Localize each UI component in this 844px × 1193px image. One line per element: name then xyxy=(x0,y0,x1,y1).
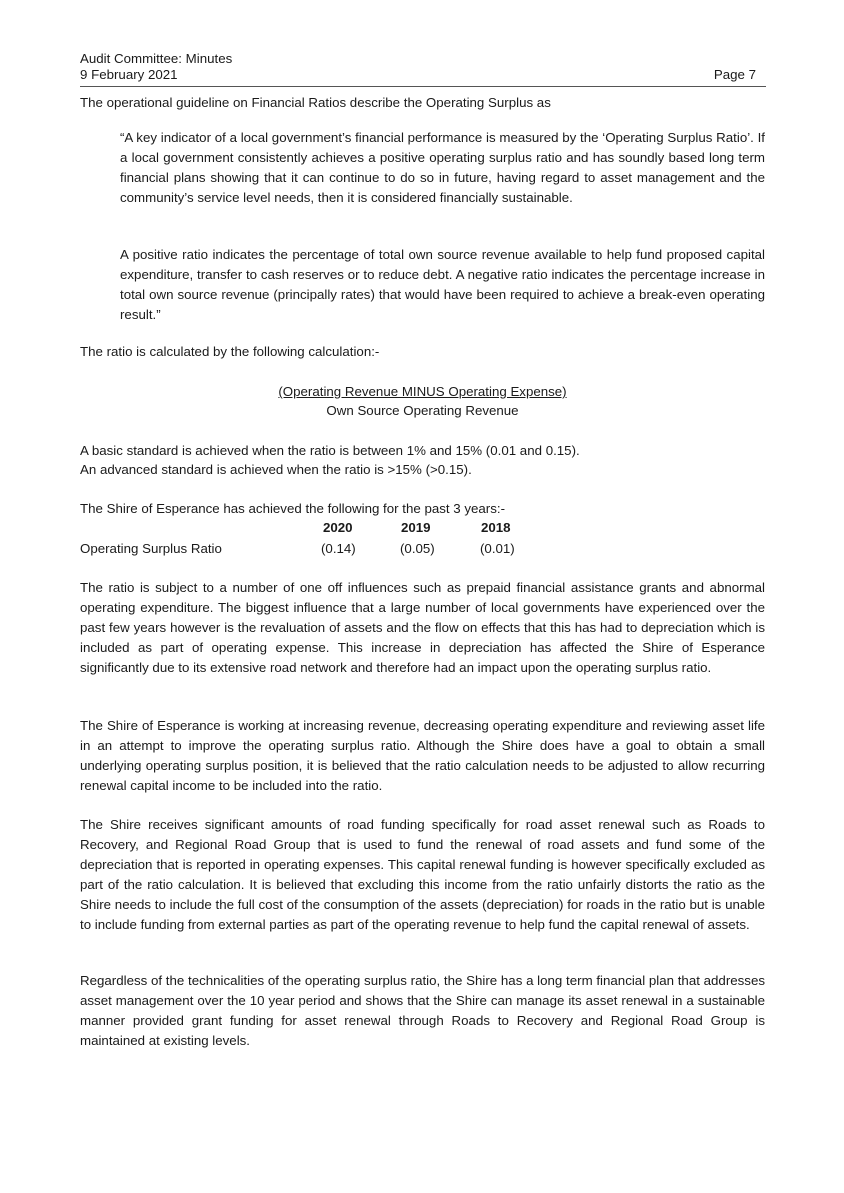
body-paragraph-1: The ratio is subject to a number of one off influences such as prepaid financial assistance grants and abnormal operating expenditure. The biggest influence that a large number of local governments have experienced over the past few years however is the revaluation of assets and the flow on effects that this has had to depreciation which is included as part of operating expense. This increase in depreciation has affected the Shire of Esperance significantly due to its extensive road network and therefore had an impact upon the operating surplus ratio. xyxy=(80,580,765,675)
quote-paragraph-1: “A key indicator of a local government’s financial performance is measured by the ‘Operating Surplus Ratio’. If a local government consistently achieves a positive operating surplus ratio and has soundly based long term financial plans showing that it can continue to do so in future, having regard to asset management and the community’s service level needs, then it is considered financially sustainable. xyxy=(120,130,765,205)
body-paragraph-2: The Shire of Esperance is working at increasing revenue, decreasing operating expenditure and reviewing asset life in an attempt to improve the operating surplus ratio. Although the Shire does have a goal to obtain a small underlying operating surplus position, it is believed that the ratio calculation needs to be adjusted to allow recurring renewal capital income to be included into the ratio. xyxy=(80,718,765,793)
page-number: Page 7 xyxy=(713,67,756,82)
formula-numerator-text: (Operating Revenue MINUS Operating Expense) xyxy=(278,384,567,399)
year-header-2020: 2020 xyxy=(323,520,353,535)
value-2019: (0.05) xyxy=(400,541,435,556)
document-title: Audit Committee: Minutes xyxy=(80,51,233,66)
formula-numerator xyxy=(80,382,765,402)
achieved-intro: The Shire of Esperance has achieved the following for the past 3 years:- xyxy=(80,501,506,516)
year-header-2018: 2018 xyxy=(481,520,511,535)
intro-paragraph: The operational guideline on Financial Ratios describe the Operating Surplus as xyxy=(80,95,551,110)
formula-denominator: Own Source Operating Revenue xyxy=(326,403,519,418)
row-label: Operating Surplus Ratio xyxy=(80,541,222,556)
header-divider xyxy=(80,86,766,87)
calculation-intro: The ratio is calculated by the following calculation:- xyxy=(80,344,380,359)
quote-paragraph-2: A positive ratio indicates the percentage of total own source revenue available to help fund proposed capital expenditure, transfer to cash reserves or to reduce debt. A negative ratio indicates the percentage increase in total own source revenue (principally rates) that would have been required to achieve a break-even operating result.” xyxy=(120,247,765,322)
body-paragraph-3: The Shire receives significant amounts of road funding specifically for road asset renewal such as Roads to Recovery, and Regional Road Group that is used to fund the renewal of road assets and fund some of the depreciation that is reported in operating expenses. This capital renewal funding is however specifically excluded as part of the ratio calculation. It is believed that excluding this income from the ratio unfairly distorts the ratio as the Shire needs to include the full cost of the consumption of the assets (depreciation) for roads in the ratio but is unable to include funding from external parties as part of the operating revenue to help fund the capital renewal of assets. xyxy=(80,817,765,932)
body-paragraph-4: Regardless of the technicalities of the operating surplus ratio, the Shire has a long term financial plan that addresses asset management over the 10 year period and shows that the Shire can manage its asset renewal in a sustainable manner provided grant funding for asset renewal through Roads to Recovery and Regional Road Group is maintained at existing levels. xyxy=(80,973,765,1048)
year-header-2019: 2019 xyxy=(401,520,431,535)
advanced-standard: An advanced standard is achieved when the ratio is >15% (>0.15). xyxy=(80,462,472,477)
basic-standard: A basic standard is achieved when the ratio is between 1% and 15% (0.01 and 0.15). xyxy=(80,443,580,458)
value-2020: (0.14) xyxy=(321,541,356,556)
value-2018: (0.01) xyxy=(480,541,515,556)
meeting-date: 9 February 2021 xyxy=(80,67,178,82)
